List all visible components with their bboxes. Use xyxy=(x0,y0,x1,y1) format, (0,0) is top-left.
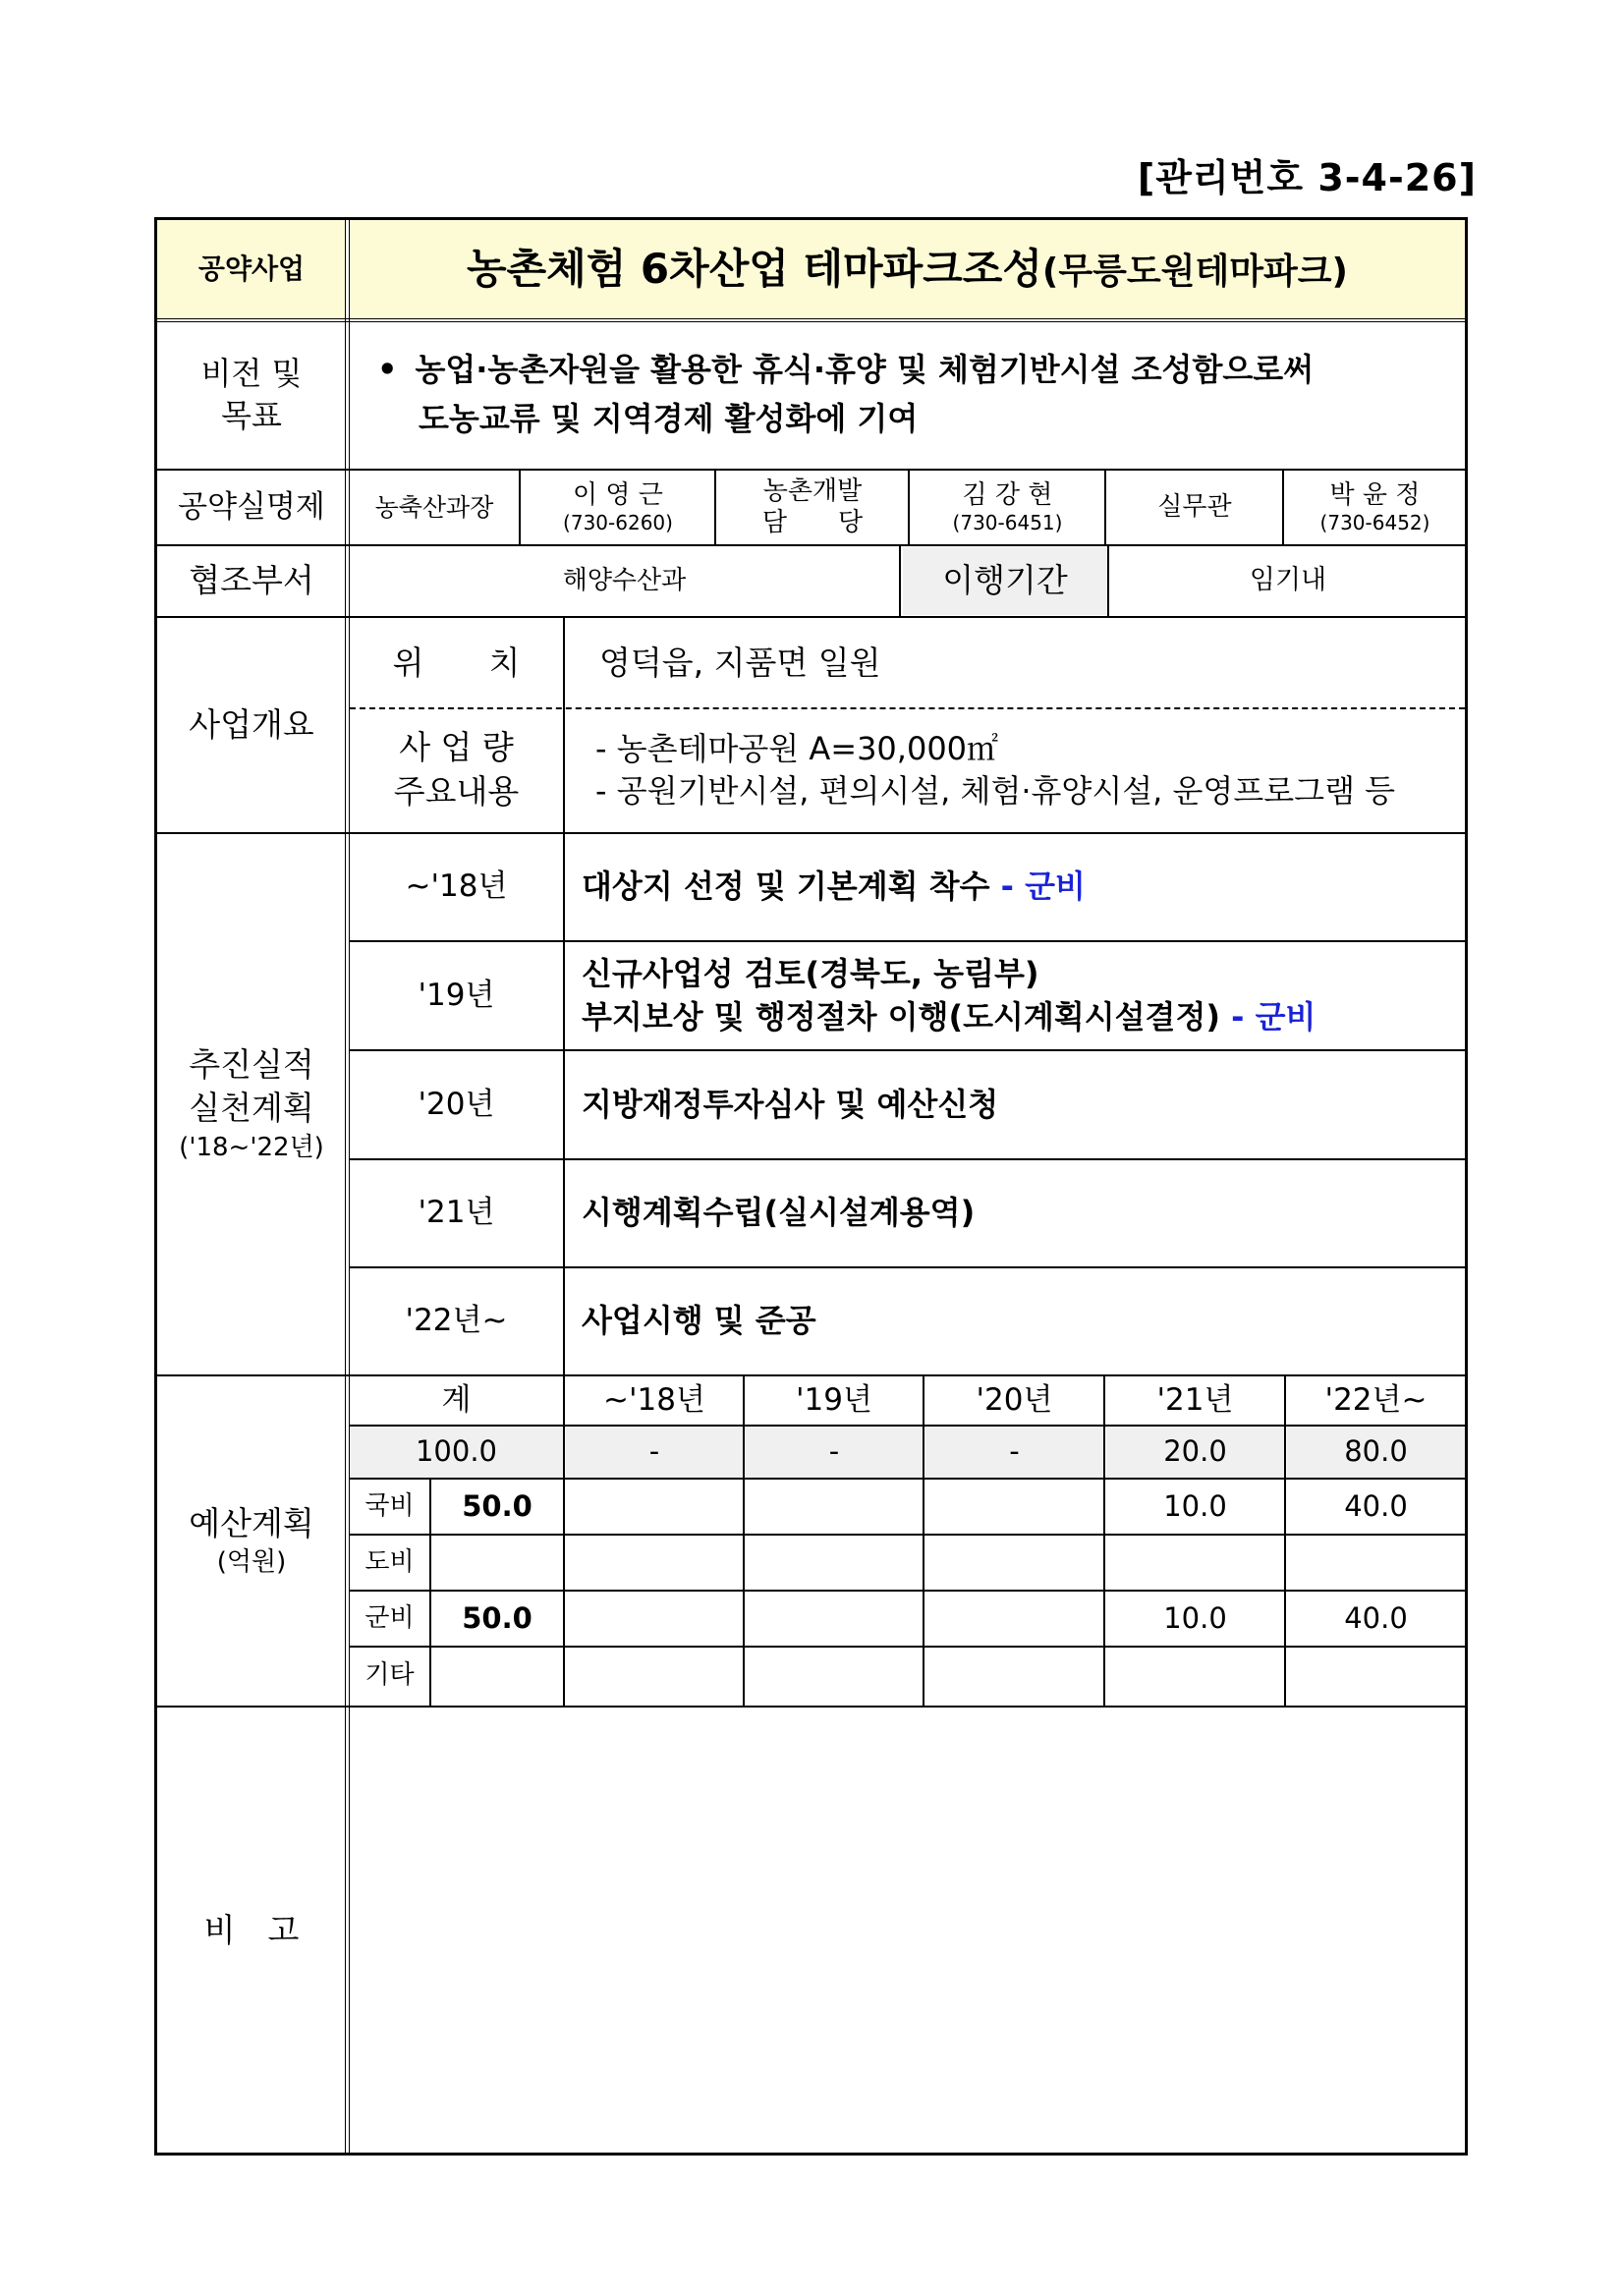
remarks-value-cell xyxy=(350,1708,1465,2153)
grid-line xyxy=(1282,471,1284,545)
progress-content-cell xyxy=(566,943,1465,1048)
budget-value-cell xyxy=(925,1480,1103,1534)
progress-text-line2: 부지보상 및 행정절차 이행(도시계획시설결정) xyxy=(582,997,1221,1036)
grid-line xyxy=(350,1478,1465,1480)
budget-value-cell xyxy=(746,1480,923,1534)
person2-cell xyxy=(911,472,1104,543)
budget-source-total-cell xyxy=(431,1536,563,1590)
budget-value-cell xyxy=(925,1592,1103,1646)
grid-line xyxy=(345,217,346,2156)
progress-funding-tag: - 군비 xyxy=(1220,997,1316,1036)
budget-value-cell xyxy=(1287,1648,1465,1705)
cooperation-dept-cell xyxy=(350,547,899,615)
budget-total-cell xyxy=(350,1427,563,1478)
budget-value-cell xyxy=(925,1648,1103,1705)
grid-line xyxy=(714,471,716,545)
budget-value: 10.0 xyxy=(1163,1488,1227,1523)
project-title-paren: (무릉도원테마파크) xyxy=(1041,251,1349,292)
period-value-cell xyxy=(1111,547,1465,615)
progress-year: ~'18년 xyxy=(405,868,508,905)
dept-head-title: 농축산과장 xyxy=(374,492,494,522)
budget-total: 20.0 xyxy=(1163,1434,1227,1469)
person3-name: 박 윤 정 xyxy=(1329,479,1421,510)
progress-text: 지방재정투자심사 및 예산신청 xyxy=(582,1085,999,1123)
budget-value-cell xyxy=(746,1648,923,1705)
grid-line xyxy=(154,469,1468,471)
budget-header-cell xyxy=(566,1377,743,1425)
location-value-cell xyxy=(566,619,1465,707)
progress-year: '21년 xyxy=(418,1195,495,1231)
progress-year: '19년 xyxy=(418,977,495,1013)
content-label-line1: 사 업 량 xyxy=(399,728,514,767)
progress-label-cell xyxy=(157,835,346,1373)
budget-total: - xyxy=(648,1434,660,1469)
grid-line xyxy=(154,1374,1468,1376)
period-label-cell xyxy=(903,547,1107,615)
grid-line xyxy=(350,1425,1465,1427)
budget-source-cell xyxy=(350,1648,429,1705)
budget-source-total-cell xyxy=(431,1592,563,1646)
progress-content-cell xyxy=(566,1161,1465,1265)
person2-phone: (730-6451) xyxy=(952,511,1063,535)
budget-header: '19년 xyxy=(796,1382,872,1419)
header-label: 공약사업 xyxy=(197,252,306,286)
budget-header: ~'18년 xyxy=(603,1382,705,1419)
budget-value-cell xyxy=(566,1592,743,1646)
budget-source-total: 50.0 xyxy=(462,1600,532,1635)
location-value: 영덕읍, 지품면 일원 xyxy=(599,643,881,682)
progress-text: 신규사업성 검토(경북도, 농림부) xyxy=(582,955,1039,993)
budget-value-cell xyxy=(1106,1536,1284,1590)
budget-label: 예산계획 xyxy=(189,1503,314,1542)
person3-phone: (730-6452) xyxy=(1319,511,1430,535)
progress-year-cell xyxy=(350,943,563,1048)
budget-value-cell xyxy=(746,1592,923,1646)
content-line2: - 공원기반시설, 편의시설, 체험·휴양시설, 운영프로그램 등 xyxy=(595,772,1396,810)
budget-total: - xyxy=(828,1434,840,1469)
person1-phone: (730-6260) xyxy=(563,511,673,535)
budget-total: 80.0 xyxy=(1344,1434,1408,1469)
budget-value: 40.0 xyxy=(1344,1600,1408,1635)
location-label-cell xyxy=(350,619,563,707)
grid-line xyxy=(154,544,1468,546)
progress-label-line1: 추진실적 xyxy=(189,1044,314,1084)
budget-total-cell xyxy=(746,1427,923,1478)
progress-year-cell xyxy=(350,1269,563,1373)
grid-line xyxy=(899,546,901,617)
grid-line xyxy=(154,832,1468,834)
budget-total-cell xyxy=(1287,1427,1465,1478)
grid-line xyxy=(350,1049,1465,1051)
grid-line xyxy=(519,471,521,545)
budget-header-cell xyxy=(1106,1377,1284,1425)
budget-value-cell xyxy=(1106,1648,1284,1705)
budget-value-cell xyxy=(566,1536,743,1590)
period-label: 이행기간 xyxy=(942,561,1068,600)
budget-header: '22년~ xyxy=(1324,1382,1428,1419)
budget-value-cell xyxy=(566,1480,743,1534)
budget-total: 100.0 xyxy=(415,1434,498,1469)
dept-head-cell xyxy=(350,472,519,543)
content-value-cell xyxy=(566,709,1465,831)
budget-source-cell xyxy=(350,1480,429,1534)
budget-header: 계 xyxy=(441,1382,472,1419)
remarks-label: 비 고 xyxy=(203,1910,300,1949)
budget-source-name: 국비 xyxy=(364,1490,415,1521)
progress-year-cell xyxy=(350,1052,563,1157)
budget-value-cell xyxy=(746,1536,923,1590)
overview-label-cell xyxy=(157,619,346,831)
header-label-cell xyxy=(157,220,346,318)
vision-label-cell xyxy=(157,322,346,468)
header-title-cell xyxy=(350,220,1465,318)
grid-line xyxy=(1107,546,1109,617)
grid-line xyxy=(154,1706,1468,1708)
content-label-cell xyxy=(350,709,563,831)
progress-text: 시행계획수립(실시설계용역) xyxy=(582,1194,976,1232)
budget-total-cell xyxy=(925,1427,1103,1478)
responsible-label: 공약실명제 xyxy=(178,488,325,525)
vision-line1: 농업·농촌자원을 활용한 휴식·휴양 및 체험기반시설 조성함으로써 xyxy=(415,351,1315,389)
progress-label-line3: ('18~'22년) xyxy=(179,1133,324,1162)
grid-line xyxy=(154,616,1468,618)
vision-bullet: • xyxy=(377,351,398,389)
grid-line xyxy=(1104,471,1106,545)
budget-source-name: 도비 xyxy=(364,1546,415,1577)
person1-name: 이 영 근 xyxy=(573,479,663,510)
budget-label-cell xyxy=(157,1377,346,1705)
budget-source-name: 군비 xyxy=(364,1602,415,1633)
progress-funding-tag: - 군비 xyxy=(989,868,1086,906)
progress-label-line2: 실천계획 xyxy=(189,1089,314,1128)
budget-source-total-cell xyxy=(431,1480,563,1534)
progress-text: 대상지 선정 및 기본계획 착수 xyxy=(582,868,990,906)
budget-value-cell xyxy=(1106,1592,1284,1646)
person3-cell xyxy=(1285,472,1465,543)
role2-line1: 농촌개발 xyxy=(762,476,863,507)
content-label-line2: 주요내용 xyxy=(393,772,520,811)
role2-cell xyxy=(717,472,908,543)
budget-value-cell xyxy=(566,1648,743,1705)
grid-line xyxy=(350,1646,1465,1648)
role2-line2: 담 당 xyxy=(761,507,864,537)
grid-line xyxy=(154,321,1468,322)
grid-line xyxy=(154,318,1468,319)
vision-content-cell xyxy=(350,322,1465,468)
dashed-divider xyxy=(350,707,1465,709)
grid-line xyxy=(349,217,350,2156)
progress-year: '20년 xyxy=(418,1086,495,1122)
budget-source-total-cell xyxy=(431,1648,563,1705)
cooperation-label: 협조부서 xyxy=(189,561,314,600)
budget-total-cell xyxy=(1106,1427,1284,1478)
grid-line xyxy=(350,1266,1465,1268)
overview-label: 사업개요 xyxy=(189,704,314,744)
period-value: 임기내 xyxy=(1249,565,1327,596)
budget-value-cell xyxy=(1287,1536,1465,1590)
project-title: 농촌체험 6차산업 테마파크조성 xyxy=(466,244,1042,293)
location-label: 위 치 xyxy=(392,643,521,682)
progress-year: '22년~ xyxy=(405,1303,508,1339)
content-line1: - 농촌테마공원 A=30,000㎡ xyxy=(595,729,999,767)
role3-title: 실무관 xyxy=(1157,491,1232,522)
progress-content-cell xyxy=(566,1052,1465,1157)
remarks-label-cell xyxy=(157,1708,346,2153)
vision-label-line1: 비전 및 xyxy=(200,354,303,392)
vision-line2: 도농교류 및 지역경제 활성화에 기여 xyxy=(419,400,919,437)
budget-header: '20년 xyxy=(976,1382,1053,1419)
budget-value-cell xyxy=(925,1536,1103,1590)
budget-value: 40.0 xyxy=(1344,1488,1408,1523)
person2-name: 김 강 현 xyxy=(962,479,1053,510)
progress-text: 사업시행 및 준공 xyxy=(582,1302,816,1340)
person1-cell xyxy=(522,472,714,543)
grid-line xyxy=(350,1158,1465,1160)
progress-year-cell xyxy=(350,1161,563,1265)
budget-header-cell xyxy=(1287,1377,1465,1425)
budget-total-cell xyxy=(566,1427,743,1478)
management-number: [관리번호 3-4-26] xyxy=(1137,156,1477,199)
grid-line xyxy=(429,1479,431,1707)
budget-value-cell xyxy=(1106,1480,1284,1534)
budget-header-cell xyxy=(925,1377,1103,1425)
grid-line xyxy=(563,834,565,1375)
budget-value-cell xyxy=(1287,1592,1465,1646)
progress-content-cell xyxy=(566,1269,1465,1373)
role3-cell xyxy=(1107,472,1282,543)
budget-unit: (억원) xyxy=(216,1547,287,1578)
grid-line xyxy=(908,471,910,545)
responsible-label-cell xyxy=(157,472,346,543)
budget-source-cell xyxy=(350,1592,429,1646)
grid-line xyxy=(350,1534,1465,1536)
budget-value-cell xyxy=(1287,1480,1465,1534)
grid-line xyxy=(350,940,1465,942)
budget-total: - xyxy=(1009,1434,1020,1469)
budget-source-total: 50.0 xyxy=(462,1488,532,1523)
grid-line xyxy=(563,618,565,833)
budget-header-cell xyxy=(746,1377,923,1425)
budget-source-cell xyxy=(350,1536,429,1590)
grid-line xyxy=(350,1590,1465,1592)
cooperation-dept: 해양수산과 xyxy=(562,565,687,595)
progress-year-cell xyxy=(350,835,563,939)
budget-header-cell xyxy=(350,1377,563,1425)
budget-header: '21년 xyxy=(1156,1382,1234,1419)
budget-value: 10.0 xyxy=(1163,1600,1227,1635)
budget-source-name: 기타 xyxy=(364,1660,415,1691)
progress-content-cell xyxy=(566,835,1465,939)
cooperation-label-cell xyxy=(157,547,346,615)
vision-label-line2: 목표 xyxy=(221,397,282,434)
